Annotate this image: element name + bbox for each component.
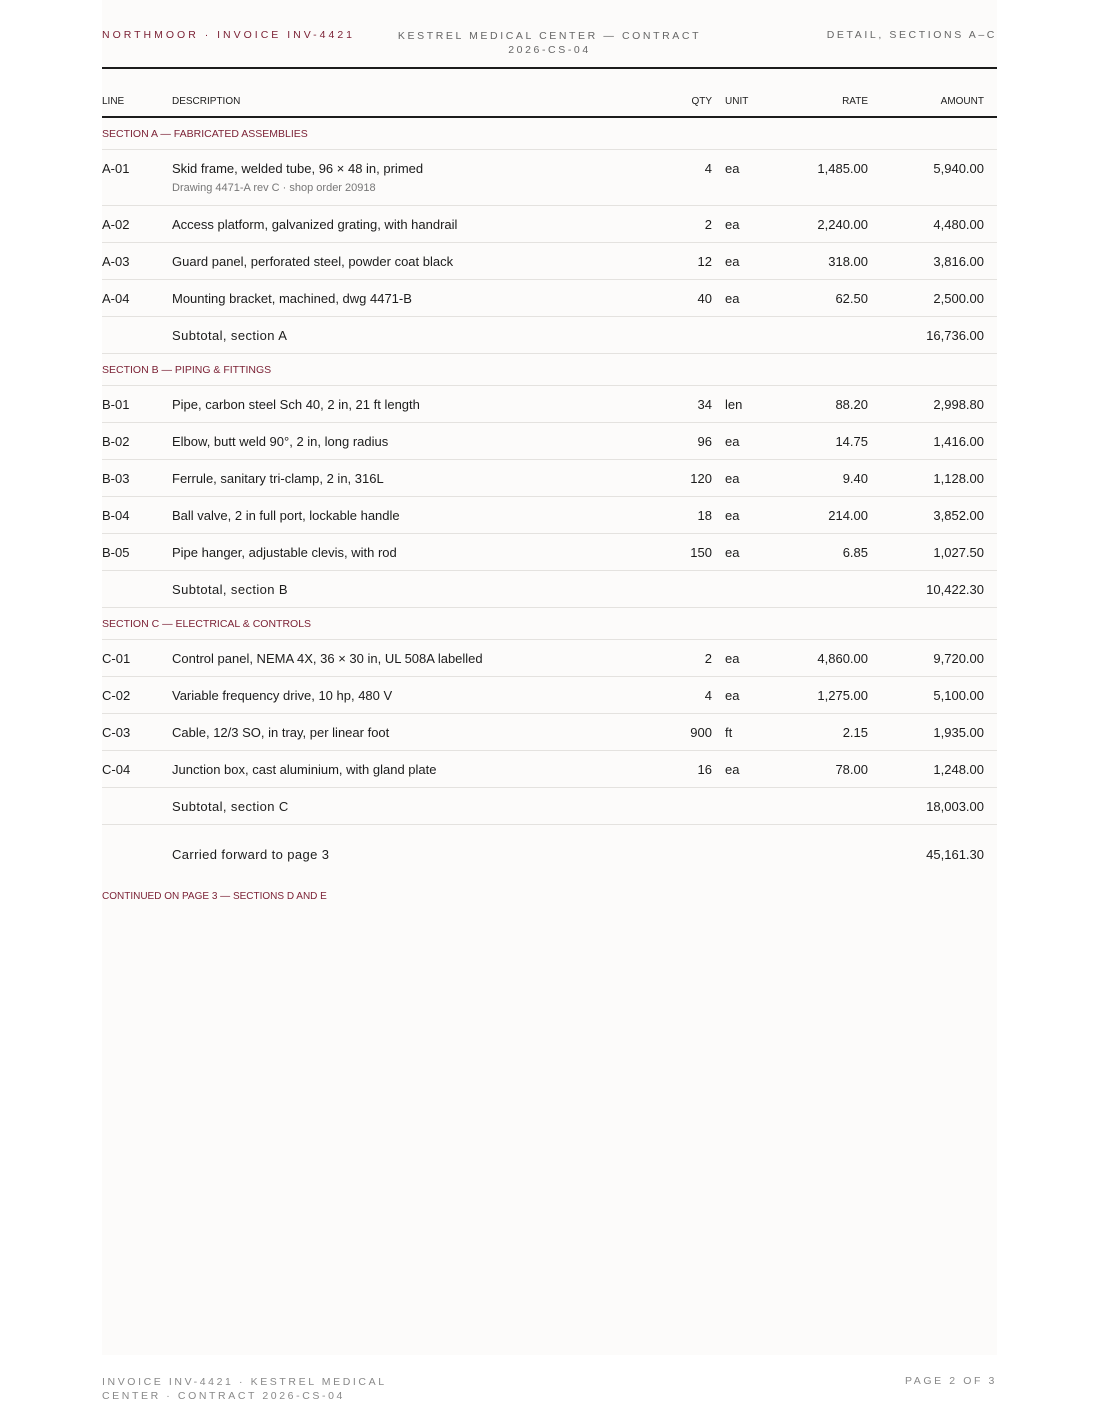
item-unit: ea xyxy=(725,651,740,666)
line-number: A-03 xyxy=(102,254,130,269)
line-number: B-01 xyxy=(102,397,130,412)
item-qty: 40 xyxy=(697,291,712,306)
item-qty: 34 xyxy=(697,397,712,412)
item-qty: 120 xyxy=(690,471,712,486)
item-description: Mounting bracket, machined, dwg 4471-B xyxy=(172,291,412,306)
table-row xyxy=(102,243,997,280)
item-amount: 2,998.80 xyxy=(933,397,984,412)
line-items-table xyxy=(102,68,997,909)
item-rate: 4,860.00 xyxy=(817,651,868,666)
subtotal-row-c xyxy=(102,788,997,825)
line-number: B-05 xyxy=(102,545,130,560)
column-header-amount: AMOUNT xyxy=(940,96,984,107)
carried-forward-label: Carried forward to page 3 xyxy=(172,847,330,862)
item-unit: ea xyxy=(725,762,740,777)
line-number: A-02 xyxy=(102,217,130,232)
item-description: Ball valve, 2 in full port, lockable handle xyxy=(172,508,400,523)
carried-forward-row xyxy=(102,825,997,885)
item-unit: ea xyxy=(725,545,740,560)
item-description: Guard panel, perforated steel, powder coat black xyxy=(172,254,454,269)
subtotal-label: Subtotal, section B xyxy=(172,582,288,597)
subtotal-row-b xyxy=(102,571,997,608)
footer-page-number: PAGE 2 OF 3 xyxy=(904,1375,997,1387)
item-rate: 6.85 xyxy=(842,545,868,560)
continued-note-row xyxy=(102,885,997,909)
item-description: Pipe, carbon steel Sch 40, 2 in, 21 ft length xyxy=(172,397,420,412)
subtotal-amount: 18,003.00 xyxy=(926,799,984,814)
subtotal-label: Subtotal, section A xyxy=(172,328,288,343)
item-unit: ea xyxy=(725,254,740,269)
item-amount: 3,852.00 xyxy=(933,508,984,523)
subtotal-row-a xyxy=(102,317,997,354)
item-amount: 1,027.50 xyxy=(933,545,984,560)
item-rate: 88.20 xyxy=(835,397,868,412)
item-amount: 1,128.00 xyxy=(933,471,984,486)
table-row xyxy=(102,677,997,714)
item-qty: 2 xyxy=(704,217,712,232)
item-description: Access platform, galvanized grating, with handrail xyxy=(172,217,458,232)
table-row xyxy=(102,534,997,571)
item-amount: 1,935.00 xyxy=(933,725,984,740)
running-header xyxy=(102,29,997,69)
item-unit: len xyxy=(725,397,743,412)
item-rate: 62.50 xyxy=(835,291,868,306)
subtotal-amount: 16,736.00 xyxy=(926,328,984,343)
line-number: A-04 xyxy=(102,291,130,306)
item-unit: ea xyxy=(725,471,740,486)
item-amount: 2,500.00 xyxy=(933,291,984,306)
item-qty: 16 xyxy=(697,762,712,777)
item-rate: 214.00 xyxy=(828,508,868,523)
item-qty: 150 xyxy=(690,545,712,560)
item-amount: 1,248.00 xyxy=(933,762,984,777)
item-description: Junction box, cast aluminium, with gland plate xyxy=(172,762,437,777)
header-invoice-id: NORTHMOOR · INVOICE INV-4421 xyxy=(102,29,356,41)
item-description: Variable frequency drive, 10 hp, 480 V xyxy=(172,688,393,703)
section-heading-c xyxy=(102,608,997,640)
item-amount: 5,940.00 xyxy=(933,161,984,176)
table-row xyxy=(102,497,997,534)
item-amount: 9,720.00 xyxy=(933,651,984,666)
column-header-qty: QTY xyxy=(691,96,712,107)
section-title: SECTION A — FABRICATED ASSEMBLIES xyxy=(102,128,308,140)
item-description: Control panel, NEMA 4X, 36 × 30 in, UL 508A labelled xyxy=(172,651,483,666)
item-rate: 1,485.00 xyxy=(817,161,868,176)
item-qty: 96 xyxy=(697,434,712,449)
item-rate: 2,240.00 xyxy=(817,217,868,232)
item-qty: 18 xyxy=(697,508,712,523)
table-row xyxy=(102,460,997,497)
section-title: SECTION B — PIPING & FITTINGS xyxy=(102,364,272,376)
item-unit: ea xyxy=(725,161,740,176)
item-description: Skid frame, welded tube, 96 × 48 in, primed xyxy=(172,161,424,176)
item-rate: 2.15 xyxy=(842,725,868,740)
item-unit: ea xyxy=(725,434,740,449)
item-description: Pipe hanger, adjustable clevis, with rod xyxy=(172,545,397,560)
header-client-contract: KESTREL MEDICAL CENTER — CONTRACT 2026-CS-04 xyxy=(397,30,702,56)
line-number: C-02 xyxy=(102,688,131,703)
table-row xyxy=(102,206,997,243)
item-unit: ea xyxy=(725,508,740,523)
table-row xyxy=(102,386,997,423)
item-description: Elbow, butt weld 90°, 2 in, long radius xyxy=(172,434,389,449)
item-qty: 2 xyxy=(704,651,712,666)
item-rate: 318.00 xyxy=(828,254,868,269)
line-number: C-04 xyxy=(102,762,131,777)
item-description: Cable, 12/3 SO, in tray, per linear foot xyxy=(172,725,390,740)
item-qty: 4 xyxy=(704,161,712,176)
item-amount: 4,480.00 xyxy=(933,217,984,232)
item-rate: 9.40 xyxy=(842,471,868,486)
carried-forward-amount: 45,161.30 xyxy=(926,847,984,862)
header-section-range: DETAIL, SECTIONS A–C xyxy=(826,29,997,41)
table-header xyxy=(102,68,997,118)
section-heading-a xyxy=(102,118,997,150)
footer-reference: INVOICE INV-4421 · KESTREL MEDICAL CENTER · CONTRACT 2026-CS-04 xyxy=(102,1376,387,1402)
invoice-page xyxy=(102,0,997,1424)
item-amount: 1,416.00 xyxy=(933,434,984,449)
item-rate: 14.75 xyxy=(835,434,868,449)
item-rate: 1,275.00 xyxy=(817,688,868,703)
subtotal-label: Subtotal, section C xyxy=(172,799,289,814)
line-number: B-02 xyxy=(102,434,130,449)
table-row xyxy=(102,280,997,317)
line-number: C-03 xyxy=(102,725,131,740)
item-unit: ea xyxy=(725,291,740,306)
item-note: Drawing 4471-A rev C · shop order 20918 xyxy=(172,182,376,194)
line-number: C-01 xyxy=(102,651,131,666)
table-row xyxy=(102,640,997,677)
table-row xyxy=(102,751,997,788)
line-number: B-04 xyxy=(102,508,130,523)
item-qty: 4 xyxy=(704,688,712,703)
table-row xyxy=(102,714,997,751)
column-header-line: LINE xyxy=(102,96,125,107)
item-amount: 5,100.00 xyxy=(933,688,984,703)
item-qty: 900 xyxy=(690,725,712,740)
line-number: A-01 xyxy=(102,161,130,176)
item-unit: ft xyxy=(725,725,733,740)
item-qty: 12 xyxy=(697,254,712,269)
section-heading-b xyxy=(102,354,997,386)
column-header-rate: RATE xyxy=(842,96,868,107)
item-unit: ea xyxy=(725,217,740,232)
section-title: SECTION C — ELECTRICAL & CONTROLS xyxy=(102,618,312,630)
subtotal-amount: 10,422.30 xyxy=(926,582,984,597)
item-amount: 3,816.00 xyxy=(933,254,984,269)
item-unit: ea xyxy=(725,688,740,703)
column-header-description: DESCRIPTION xyxy=(172,96,241,107)
item-description: Ferrule, sanitary tri-clamp, 2 in, 316L xyxy=(172,471,384,486)
continued-note: CONTINUED ON PAGE 3 — SECTIONS D AND E xyxy=(102,891,327,902)
table-row xyxy=(102,423,997,460)
table-row xyxy=(102,150,997,206)
line-number: B-03 xyxy=(102,471,130,486)
column-header-unit: UNIT xyxy=(725,96,749,107)
item-rate: 78.00 xyxy=(835,762,868,777)
